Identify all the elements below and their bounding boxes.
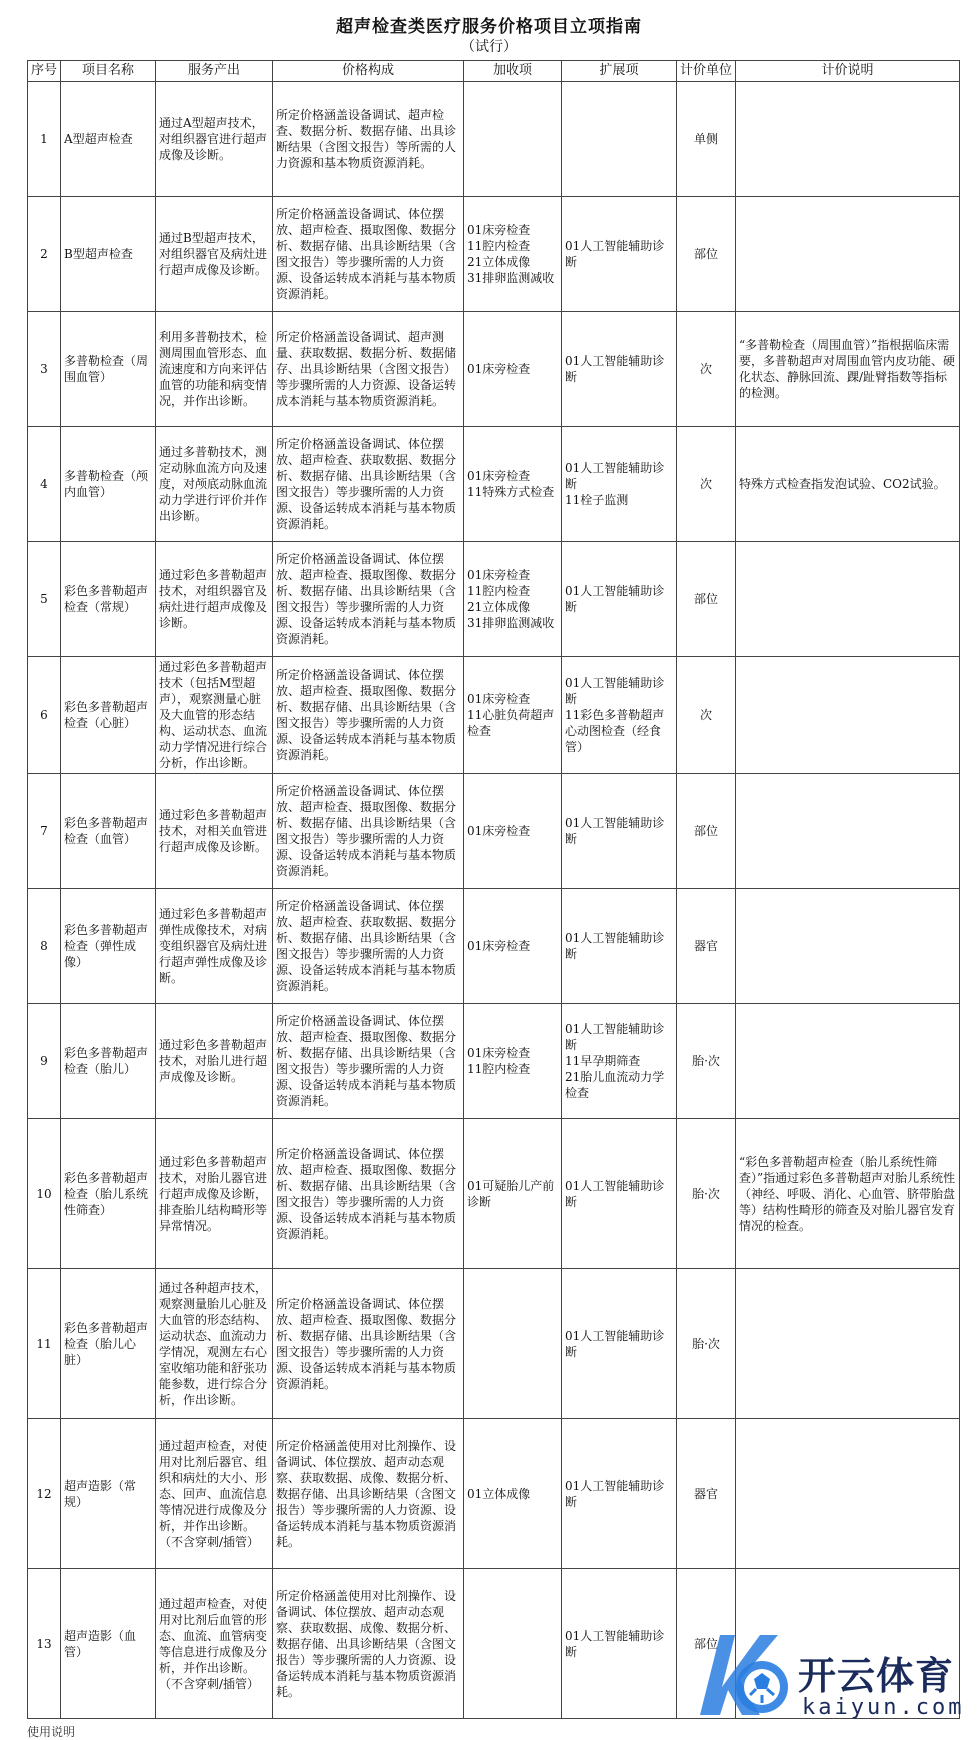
cell-extension: 01人工智能辅助诊断 bbox=[562, 889, 677, 1004]
cell-no: 2 bbox=[28, 197, 61, 312]
cell-extension: 01人工智能辅助诊断 11彩色多普勒超声心动图检查（经食管） bbox=[562, 657, 677, 774]
cell-surcharge: 01床旁检查 11腔内检查 bbox=[464, 1004, 562, 1119]
cell-extension: 01人工智能辅助诊断 bbox=[562, 197, 677, 312]
cell-name: 彩色多普勒超声检查（心脏） bbox=[61, 657, 156, 774]
cell-no: 6 bbox=[28, 657, 61, 774]
table-row bbox=[28, 1004, 960, 1119]
cell-name: 多普勒检查（周围血管） bbox=[61, 312, 156, 427]
cell-note bbox=[736, 542, 960, 657]
brand-logo-icon bbox=[690, 1625, 800, 1725]
cell-output: 通过各种超声技术，观察测量胎儿心脏及大血管的形态结构、运动状态、血流动力学情况，观测左右心室收缩功能和舒张功能参数，进行综合分析，作出诊断。 bbox=[156, 1269, 273, 1419]
cell-surcharge: 01床旁检查 bbox=[464, 774, 562, 889]
cell-name: 超声造影（血管） bbox=[61, 1569, 156, 1719]
cell-note bbox=[736, 774, 960, 889]
cell-output: 通过B型超声技术，对组织器官及病灶进行超声成像及诊断。 bbox=[156, 197, 273, 312]
cell-name: 彩色多普勒超声检查（常规） bbox=[61, 542, 156, 657]
cell-extension: 01人工智能辅助诊断 bbox=[562, 1269, 677, 1419]
cell-no: 10 bbox=[28, 1119, 61, 1269]
cell-name: 多普勒检查（颅内血管） bbox=[61, 427, 156, 542]
col-header-price: 价格构成 bbox=[273, 61, 464, 82]
cell-extension: 01人工智能辅助诊断 bbox=[562, 542, 677, 657]
table-row bbox=[28, 657, 960, 774]
cell-price: 所定价格涵盖设备调试、体位摆放、超声检查、摄取图像、数据分析、数据存储、出具诊断结果（含图文报告）等步骤所需的人力资源、设备运转成本消耗与基本物质资源消耗。 bbox=[273, 1269, 464, 1419]
cell-price: 所定价格涵盖使用对比剂操作、设备调试、体位摆放、超声动态观察、获取数据、成像、数据分析、数据存储、出具诊断结果（含图文报告）等步骤所需的人力资源、设备运转成本消耗与基本物质资源消耗。 bbox=[273, 1569, 464, 1719]
cell-price: 所定价格涵盖设备调试、体位摆放、超声检查、摄取图像、数据分析、数据存储、出具诊断结果（含图文报告）等步骤所需的人力资源、设备运转成本消耗与基本物质资源消耗。 bbox=[273, 542, 464, 657]
cell-no: 7 bbox=[28, 774, 61, 889]
cell-name: 彩色多普勒超声检查（血管） bbox=[61, 774, 156, 889]
cell-note: 特殊方式检查指发泡试验、CO2试验。 bbox=[736, 427, 960, 542]
cell-extension: 01人工智能辅助诊断 bbox=[562, 774, 677, 889]
cell-unit: 部位 bbox=[677, 542, 736, 657]
watermark-domain: kaiyun.com bbox=[802, 1695, 965, 1720]
table-row bbox=[28, 542, 960, 657]
cell-extension: 01人工智能辅助诊断 bbox=[562, 1119, 677, 1269]
cell-price: 所定价格涵盖设备调试、体位摆放、超声检查、摄取图像、数据分析、数据存储、出具诊断结果（含图文报告）等步骤所需的人力资源、设备运转成本消耗与基本物质资源消耗。 bbox=[273, 1119, 464, 1269]
col-header-unit: 计价单位 bbox=[677, 61, 736, 82]
cell-no: 3 bbox=[28, 312, 61, 427]
cell-output: 通过彩色多普勒超声技术，对组织器官及病灶进行超声成像及诊断。 bbox=[156, 542, 273, 657]
cell-extension: 01人工智能辅助诊断 11早孕期筛查 21胎儿血流动力学检查 bbox=[562, 1004, 677, 1119]
cell-surcharge: 01床旁检查 bbox=[464, 889, 562, 1004]
watermark-brand: 开云体育 bbox=[798, 1654, 955, 1698]
cell-note bbox=[736, 889, 960, 1004]
cell-surcharge: 01床旁检查 bbox=[464, 312, 562, 427]
cell-name: 彩色多普勒超声检查（弹性成像） bbox=[61, 889, 156, 1004]
cell-surcharge bbox=[464, 82, 562, 197]
cell-output: 通过彩色多普勒超声技术，对胎儿器官进行超声成像及诊断，排查胎儿结构畸形等异常情况。 bbox=[156, 1119, 273, 1269]
cell-surcharge: 01立体成像 bbox=[464, 1419, 562, 1569]
col-header-output: 服务产出 bbox=[156, 61, 273, 82]
cell-surcharge bbox=[464, 1569, 562, 1719]
document-subtitle: （试行） bbox=[461, 39, 517, 55]
cell-output: 通过多普勒技术，测定动脉血流方向及速度，对颅底动脉血流动力学进行评价并作出诊断。 bbox=[156, 427, 273, 542]
cell-price: 所定价格涵盖设备调试、超声检查、数据分析、数据存储、出具诊断结果（含图文报告）等所需的人力资源和基本物质资源消耗。 bbox=[273, 82, 464, 197]
cell-no: 1 bbox=[28, 82, 61, 197]
cell-surcharge: 01可疑胎儿产前诊断 bbox=[464, 1119, 562, 1269]
price-items-table bbox=[27, 60, 960, 1719]
cell-extension: 01人工智能辅助诊断 bbox=[562, 312, 677, 427]
cell-output: 通过彩色多普勒超声技术（包括M型超声），观察测量心脏及大血管的形态结构、运动状态、血流动力学情况进行综合分析，作出诊断。 bbox=[156, 657, 273, 774]
cell-price: 所定价格涵盖设备调试、体位摆放、超声检查、摄取图像、数据分析、数据存储、出具诊断结果（含图文报告）等步骤所需的人力资源、设备运转成本消耗与基本物质资源消耗。 bbox=[273, 197, 464, 312]
cell-price: 所定价格涵盖设备调试、体位摆放、超声检查、摄取图像、数据分析、数据存储、出具诊断结果（含图文报告）等步骤所需的人力资源、设备运转成本消耗与基本物质资源消耗。 bbox=[273, 1004, 464, 1119]
cell-note bbox=[736, 1004, 960, 1119]
cell-name: 彩色多普勒超声检查（胎儿系统性筛查） bbox=[61, 1119, 156, 1269]
cell-note bbox=[736, 197, 960, 312]
cell-note bbox=[736, 82, 960, 197]
cell-unit: 次 bbox=[677, 657, 736, 774]
cell-output: 通过彩色多普勒超声技术，对相关血管进行超声成像及诊断。 bbox=[156, 774, 273, 889]
cell-note bbox=[736, 657, 960, 774]
cell-output: 通过彩色多普勒超声技术，对胎儿进行超声成像及诊断。 bbox=[156, 1004, 273, 1119]
cell-name: A型超声检查 bbox=[61, 82, 156, 197]
cell-no: 13 bbox=[28, 1569, 61, 1719]
col-header-name: 项目名称 bbox=[61, 61, 156, 82]
table-row bbox=[28, 889, 960, 1004]
table-row bbox=[28, 1419, 960, 1569]
cell-no: 5 bbox=[28, 542, 61, 657]
cell-surcharge: 01床旁检查 11腔内检查 21立体成像 31排卵监测减收 bbox=[464, 542, 562, 657]
table-header-row bbox=[28, 61, 960, 82]
cell-output: 通过彩色多普勒超声弹性成像技术，对病变组织器官及病灶进行超声弹性成像及诊断。 bbox=[156, 889, 273, 1004]
cell-unit: 胎·次 bbox=[677, 1004, 736, 1119]
cell-output: 利用多普勒技术，检测周围血管形态、血流速度和方向来评估血管的功能和病变情况，并作出诊断。 bbox=[156, 312, 273, 427]
table-row bbox=[28, 82, 960, 197]
cell-price: 所定价格涵盖使用对比剂操作、设备调试、体位摆放、超声动态观察、获取数据、成像、数据分析、数据存储、出具诊断结果（含图文报告）等步骤所需的人力资源、设备运转成本消耗与基本物质资源消耗。 bbox=[273, 1419, 464, 1569]
cell-unit: 部位 bbox=[677, 1569, 736, 1719]
col-header-extension: 扩展项 bbox=[562, 61, 677, 82]
cell-unit: 胎·次 bbox=[677, 1269, 736, 1419]
col-header-surcharge: 加收项 bbox=[464, 61, 562, 82]
cell-extension: 01人工智能辅助诊断 bbox=[562, 1419, 677, 1569]
col-header-no: 序号 bbox=[28, 61, 61, 82]
cell-name: 超声造影（常规） bbox=[61, 1419, 156, 1569]
cell-name: 彩色多普勒超声检查（胎儿） bbox=[61, 1004, 156, 1119]
cell-output: 通过A型超声技术，对组织器官进行超声成像及诊断。 bbox=[156, 82, 273, 197]
cell-output: 通过超声检查，对使用对比剂后器官、组织和病灶的大小、形态、回声、血流信息等情况进行成像及分析，并作出诊断。（不含穿刺/插管） bbox=[156, 1419, 273, 1569]
cell-price: 所定价格涵盖设备调试、体位摆放、超声检查、摄取图像、数据分析、数据存储、出具诊断结果（含图文报告）等步骤所需的人力资源、设备运转成本消耗与基本物质资源消耗。 bbox=[273, 657, 464, 774]
cell-price: 所定价格涵盖设备调试、体位摆放、超声检查、获取数据、数据分析、数据存储、出具诊断结果（含图文报告）等步骤所需的人力资源、设备运转成本消耗与基本物质资源消耗。 bbox=[273, 427, 464, 542]
table-row bbox=[28, 312, 960, 427]
cell-price: 所定价格涵盖设备调试、体位摆放、超声检查、摄取图像、数据分析、数据存储、出具诊断结果（含图文报告）等步骤所需的人力资源、设备运转成本消耗与基本物质资源消耗。 bbox=[273, 774, 464, 889]
table-row bbox=[28, 427, 960, 542]
document-title: 超声检查类医疗服务价格项目立项指南 bbox=[336, 17, 642, 37]
cell-note: “彩色多普勒超声检查（胎儿系统性筛查）”指通过彩色多普勒超声对胎儿系统性（神经、呼吸、消化、心血管、脐带胎盘等）结构性畸形的筛查及对胎儿器官发育情况的检查。 bbox=[736, 1119, 960, 1269]
cell-unit: 器官 bbox=[677, 1419, 736, 1569]
cell-extension: 01人工智能辅助诊断 bbox=[562, 1569, 677, 1719]
cell-unit: 部位 bbox=[677, 197, 736, 312]
cell-price: 所定价格涵盖设备调试、超声测量、获取数据、数据分析、数据储存、出具诊断结果（含图文报告）等步骤所需的人力资源、设备运转成本消耗与基本物质资源消耗。 bbox=[273, 312, 464, 427]
table-row bbox=[28, 1119, 960, 1269]
cell-extension bbox=[562, 82, 677, 197]
cell-no: 4 bbox=[28, 427, 61, 542]
col-header-note: 计价说明 bbox=[736, 61, 960, 82]
cell-output: 通过超声检查，对使用对比剂后血管的形态、血流、血管病变等信息进行成像及分析，并作出诊断。（不含穿刺/插管） bbox=[156, 1569, 273, 1719]
cell-unit: 次 bbox=[677, 312, 736, 427]
cell-price: 所定价格涵盖设备调试、体位摆放、超声检查、获取数据、数据分析、数据存储、出具诊断结果（含图文报告）等步骤所需的人力资源、设备运转成本消耗与基本物质资源消耗。 bbox=[273, 889, 464, 1004]
cell-unit: 部位 bbox=[677, 774, 736, 889]
cell-surcharge: 01床旁检查 11腔内检查 21立体成像 31排卵监测减收 bbox=[464, 197, 562, 312]
cell-note bbox=[736, 1419, 960, 1569]
cell-no: 8 bbox=[28, 889, 61, 1004]
table-row bbox=[28, 774, 960, 889]
cell-unit: 胎·次 bbox=[677, 1119, 736, 1269]
cell-note bbox=[736, 1269, 960, 1419]
cell-unit: 次 bbox=[677, 427, 736, 542]
cell-name: B型超声检查 bbox=[61, 197, 156, 312]
cell-note: “多普勒检查（周围血管）”指根据临床需要，多普勒超声对周围血管内皮功能、硬化状态、静脉回流、踝/趾臂指数等指标的检测。 bbox=[736, 312, 960, 427]
watermark bbox=[690, 1625, 970, 1730]
cell-surcharge: 01床旁检查 11心脏负荷超声检查 bbox=[464, 657, 562, 774]
cell-no: 9 bbox=[28, 1004, 61, 1119]
footer-note: 使用说明 bbox=[27, 1725, 76, 1739]
cell-surcharge bbox=[464, 1269, 562, 1419]
cell-name: 彩色多普勒超声检查（胎儿心脏） bbox=[61, 1269, 156, 1419]
cell-no: 12 bbox=[28, 1419, 61, 1569]
table-row bbox=[28, 197, 960, 312]
cell-unit: 器官 bbox=[677, 889, 736, 1004]
cell-surcharge: 01床旁检查 11特殊方式检查 bbox=[464, 427, 562, 542]
cell-extension: 01人工智能辅助诊断 11栓子监测 bbox=[562, 427, 677, 542]
cell-no: 11 bbox=[28, 1269, 61, 1419]
cell-unit: 单侧 bbox=[677, 82, 736, 197]
table-row bbox=[28, 1269, 960, 1419]
